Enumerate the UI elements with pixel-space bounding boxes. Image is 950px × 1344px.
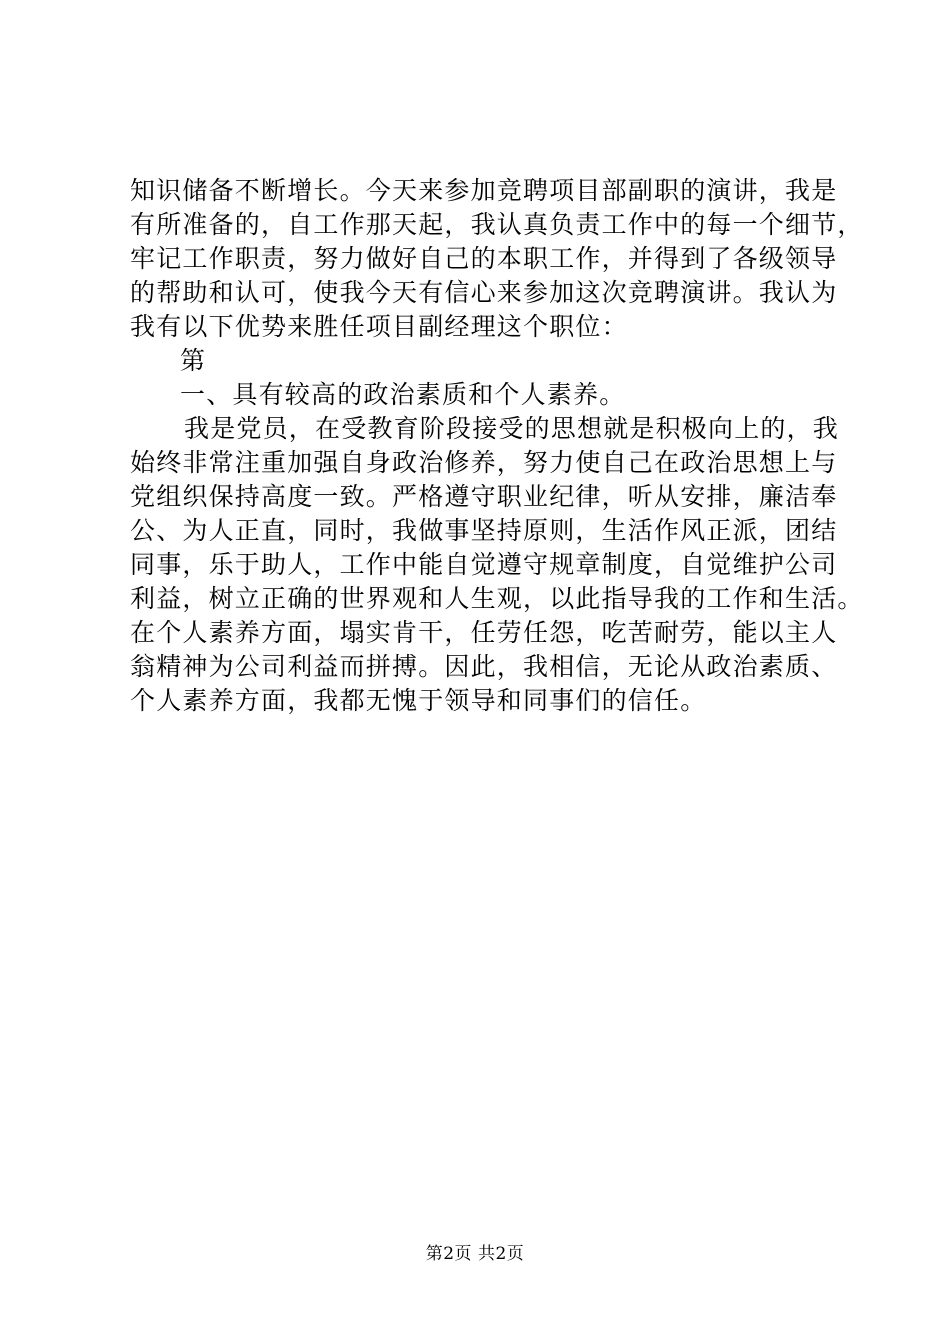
section-heading: 一、具有较高的政治素质和个人素养。 xyxy=(180,380,626,409)
text-line: 利益，树立正确的世界观和人生观，以此指导我的工作和生活。 xyxy=(130,584,864,613)
text-line: 翁精神为公司利益而拼搏。因此，我相信，无论从政治素质、 xyxy=(130,652,838,681)
text-line: 牢记工作职责，努力做好自己的本职工作，并得到了各级领导 xyxy=(130,244,838,273)
text-line: 的帮助和认可，使我今天有信心来参加这次竞聘演讲。我认为 xyxy=(130,278,838,307)
text-line: 党组织保持高度一致。严格遵守职业纪律，听从安排，廉洁奉 xyxy=(130,482,838,511)
text-line: 知识储备不断增长。今天来参加竞聘项目部副职的演讲，我是 xyxy=(130,176,838,205)
paragraph-first-line: 我是党员，在受教育阶段接受的思想就是积极向上的，我 xyxy=(184,414,840,443)
text-line: 在个人素养方面，塌实肯干，任劳任怨，吃苦耐劳，能以主人 xyxy=(130,618,838,647)
text-line: 个人素养方面，我都无愧于领导和同事们的信任。 xyxy=(130,686,707,715)
section-number: 第 xyxy=(180,346,207,375)
text-line: 公、为人正直，同时，我做事坚持原则，生活作风正派，团结 xyxy=(130,516,838,545)
page-indicator: 第2页 共2页 xyxy=(425,1244,525,1264)
page-footer xyxy=(0,1243,950,1265)
text-line: 我有以下优势来胜任项目副经理这个职位： xyxy=(130,312,628,341)
text-line: 有所准备的，自工作那天起，我认真负责工作中的每一个细节， xyxy=(130,210,864,239)
text-line: 同事，乐于助人，工作中能自觉遵守规章制度，自觉维护公司 xyxy=(130,550,838,579)
document-body xyxy=(130,174,864,718)
text-line: 始终非常注重加强自身政治修养，努力使自己在政治思想上与 xyxy=(130,448,838,477)
